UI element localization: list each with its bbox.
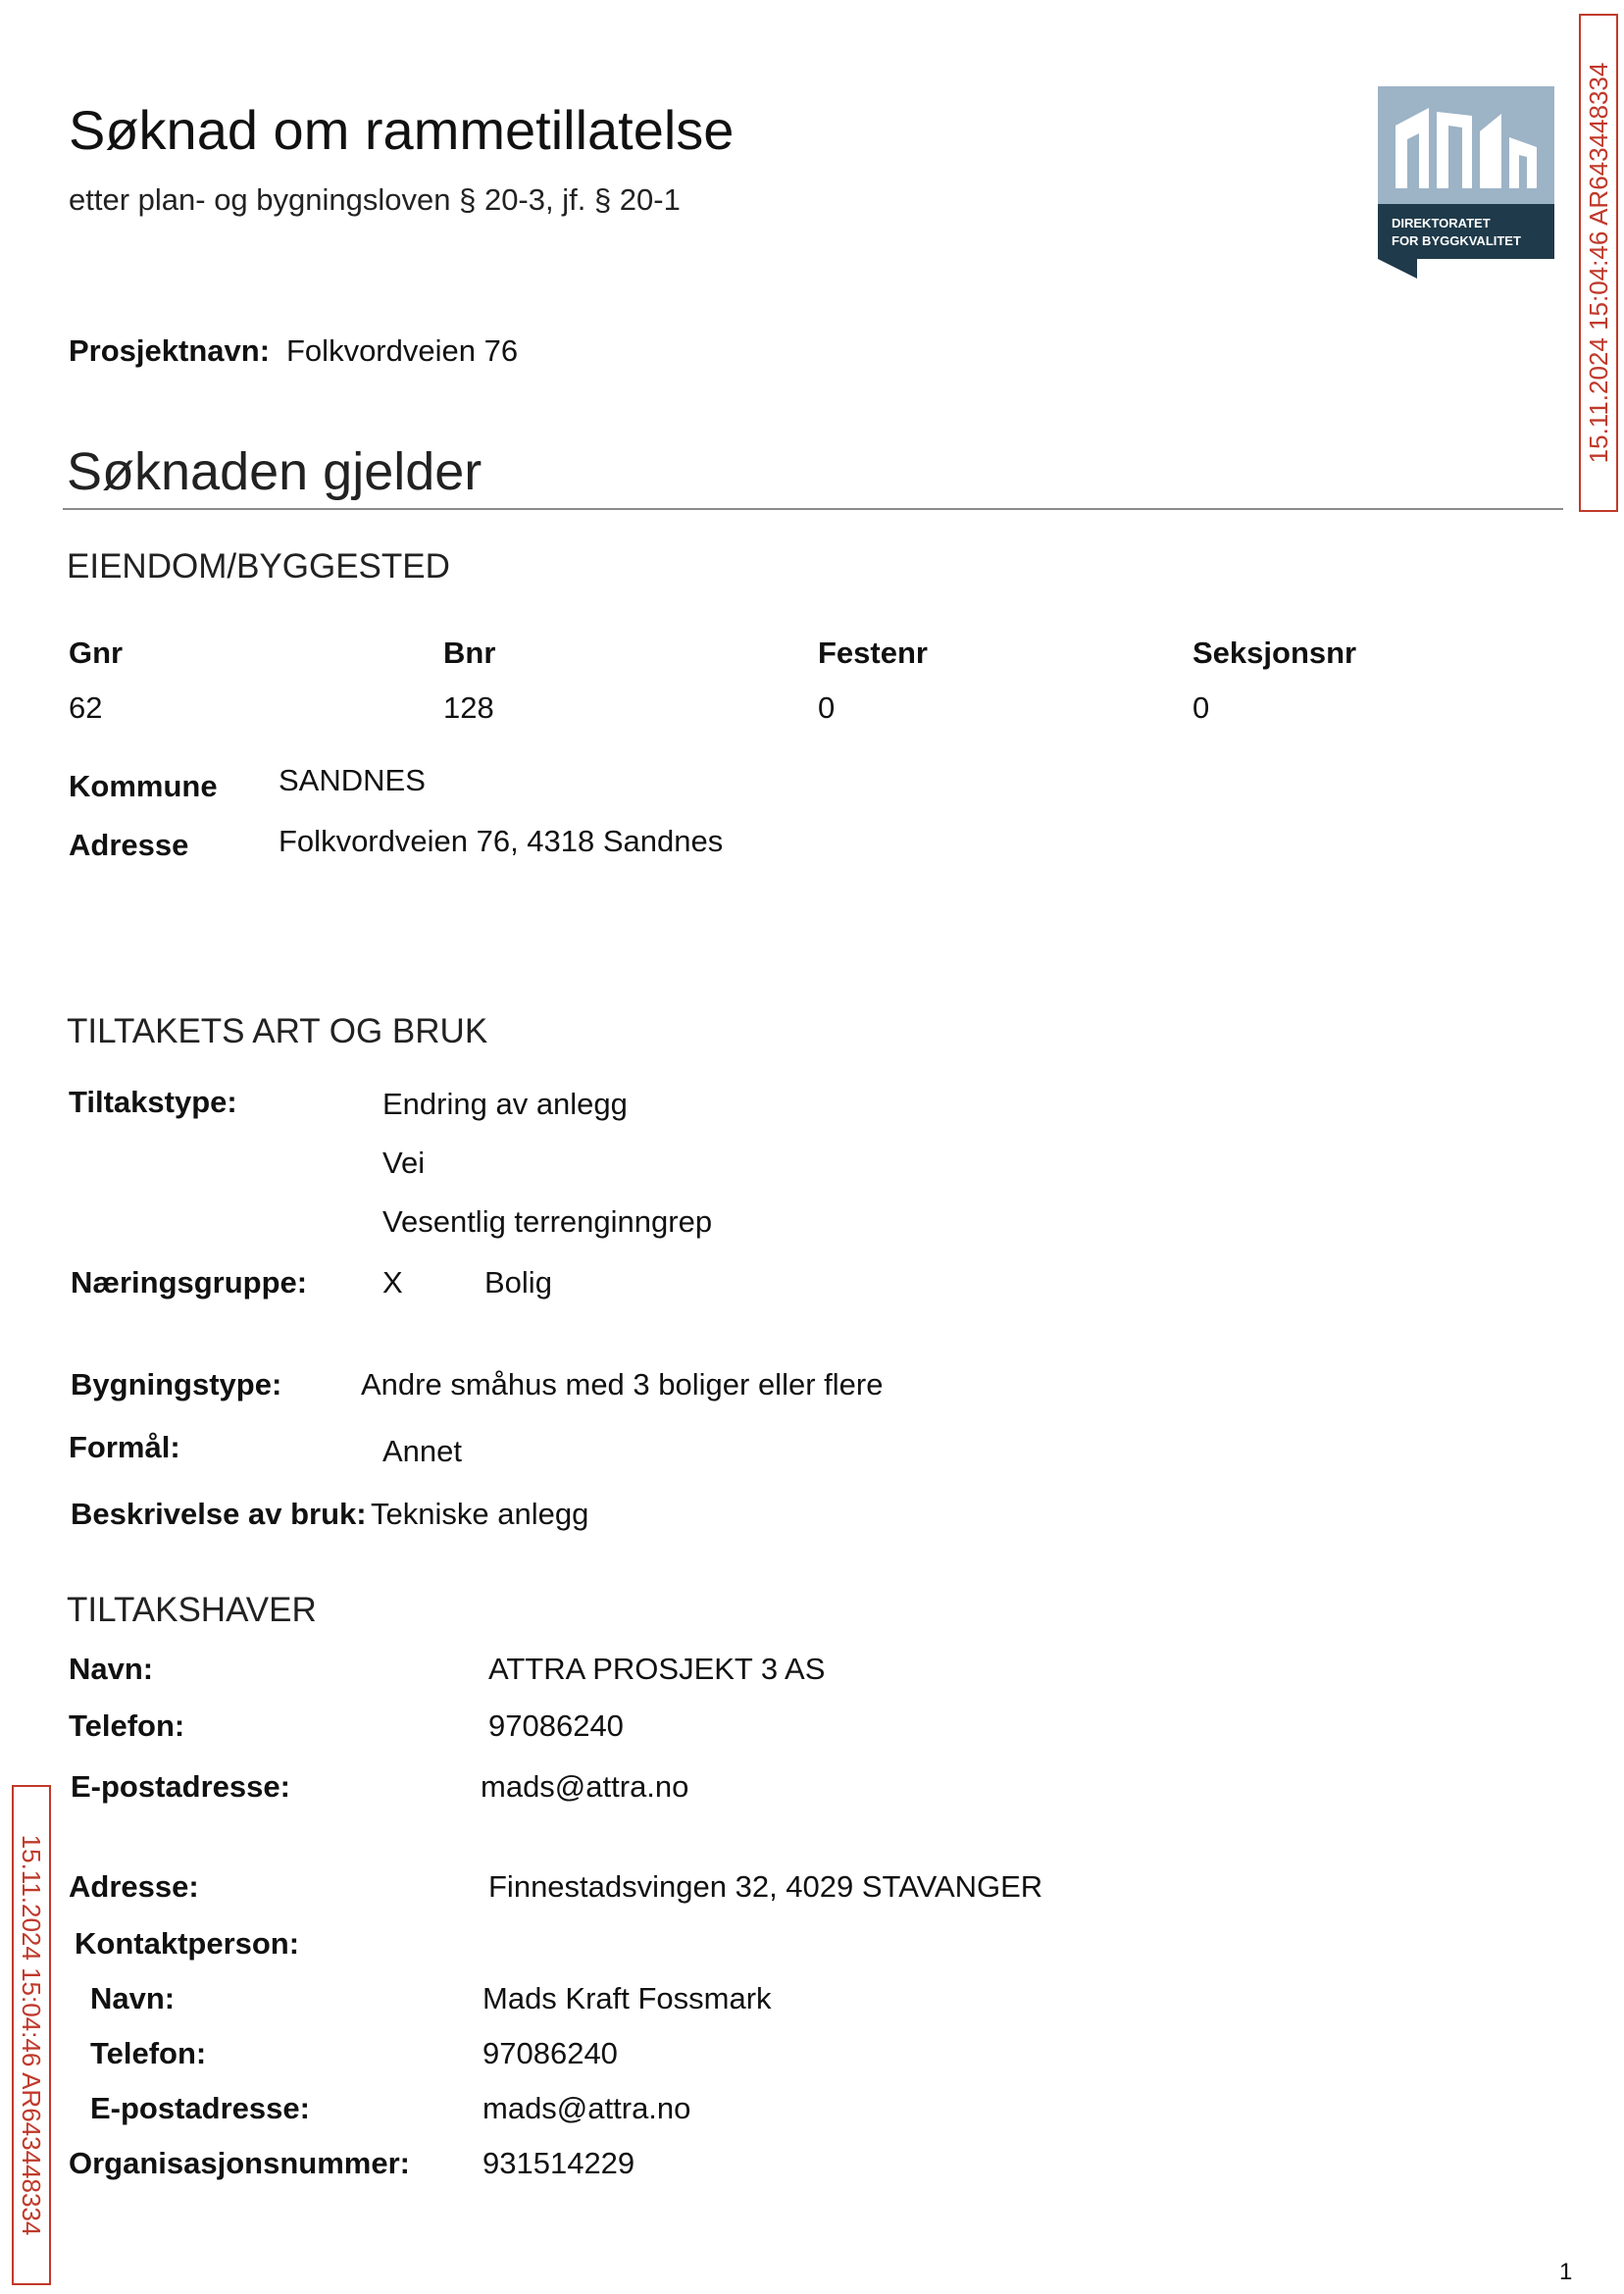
- festenr-value: 0: [818, 690, 836, 725]
- timestamp-stamp-top: [1579, 14, 1618, 512]
- bnr-label: Bnr: [443, 636, 496, 670]
- logo-tab: [1378, 259, 1417, 279]
- gnr-value: 62: [69, 690, 103, 725]
- seksjonsnr-value: 0: [1193, 690, 1210, 725]
- naeringsgruppe-label: Næringsgruppe:: [71, 1265, 308, 1300]
- orgnr-label: Organisasjonsnummer:: [69, 2146, 410, 2180]
- seksjonsnr-label: Seksjonsnr: [1193, 636, 1357, 670]
- tiltakshaver-navn-label: Navn:: [69, 1652, 154, 1686]
- kontakt-epost-label: E-postadresse:: [90, 2091, 310, 2125]
- kontakt-telefon-label: Telefon:: [90, 2036, 207, 2070]
- tiltakstype-value: Vesentlig terrenginngrep: [382, 1204, 713, 1239]
- kommune-value: SANDNES: [279, 763, 426, 797]
- orgnr-value: 931514229: [482, 2146, 635, 2180]
- bygningstype-value: Andre småhus med 3 boliger eller flere: [361, 1367, 884, 1402]
- timestamp-stamp-left: [12, 1785, 51, 2285]
- page-number: 1: [1559, 2259, 1573, 2285]
- stamp-text: 15.11.2024 15:04:46 AR643448334: [17, 1834, 46, 2236]
- festenr-label: Festenr: [818, 636, 928, 670]
- beskrivelse-value: Tekniske anlegg: [371, 1497, 589, 1531]
- gnr-label: Gnr: [69, 636, 124, 670]
- tiltakstype-value: Vei: [382, 1146, 426, 1180]
- kontakt-epost-value: mads@attra.no: [482, 2091, 691, 2125]
- adresse-value: Folkvordveien 76, 4318 Sandnes: [279, 824, 724, 858]
- logo-text-line2: FOR BYGGKVALITET: [1392, 233, 1521, 248]
- tiltakstype-label: Tiltakstype:: [69, 1085, 237, 1119]
- project-value: Folkvordveien 76: [286, 333, 519, 368]
- kontaktperson-label: Kontaktperson:: [75, 1926, 300, 1961]
- tiltakshaver-telefon-label: Telefon:: [69, 1708, 185, 1743]
- kontakt-navn-label: Navn:: [90, 1981, 176, 2015]
- kommune-label: Kommune: [69, 769, 218, 803]
- beskrivelse-label: Beskrivelse av bruk:: [71, 1497, 367, 1531]
- tiltakstype-value: Endring av anlegg: [382, 1087, 628, 1121]
- naeringsgruppe-value: Bolig: [484, 1265, 552, 1300]
- tiltakshaver-heading: TILTAKSHAVER: [67, 1591, 317, 1629]
- formal-label: Formål:: [69, 1430, 180, 1464]
- property-heading: EIENDOM/BYGGESTED: [67, 547, 450, 586]
- logo-text-line1: DIREKTORATET: [1392, 216, 1491, 230]
- kontakt-telefon-value: 97086240: [482, 2036, 618, 2070]
- tiltakshaver-epost-value: mads@attra.no: [481, 1769, 689, 1804]
- bnr-value: 128: [443, 690, 494, 725]
- logo-bottom-panel: [1378, 204, 1554, 259]
- tiltakshaver-telefon-value: 97086240: [488, 1708, 624, 1743]
- stamp-text: 15.11.2024 15:04:46 AR643448334: [1584, 62, 1613, 464]
- section-title: Søknaden gjelder: [67, 442, 482, 501]
- adresse-label: Adresse: [69, 828, 189, 862]
- project-label: Prosjektnavn:: [69, 333, 271, 368]
- tiltakshaver-adresse-label: Adresse:: [69, 1869, 199, 1904]
- tiltakshaver-navn-value: ATTRA PROSJEKT 3 AS: [488, 1652, 826, 1686]
- kontakt-navn-value: Mads Kraft Fossmark: [482, 1981, 772, 2015]
- tiltak-heading: TILTAKETS ART OG BRUK: [67, 1012, 488, 1050]
- document-title: Søknad om rammetillatelse: [69, 99, 735, 161]
- document-subtitle: etter plan- og bygningsloven § 20-3, jf. § 20-1: [69, 182, 681, 217]
- section-divider: [63, 508, 1563, 510]
- tiltakshaver-epost-label: E-postadresse:: [71, 1769, 290, 1804]
- bygningstype-label: Bygningstype:: [71, 1367, 282, 1402]
- tiltakshaver-adresse-value: Finnestadsvingen 32, 4029 STAVANGER: [488, 1869, 1043, 1904]
- formal-value: Annet: [382, 1434, 463, 1468]
- dibk-logo: [1378, 86, 1554, 279]
- naeringsgruppe-code: X: [382, 1265, 403, 1300]
